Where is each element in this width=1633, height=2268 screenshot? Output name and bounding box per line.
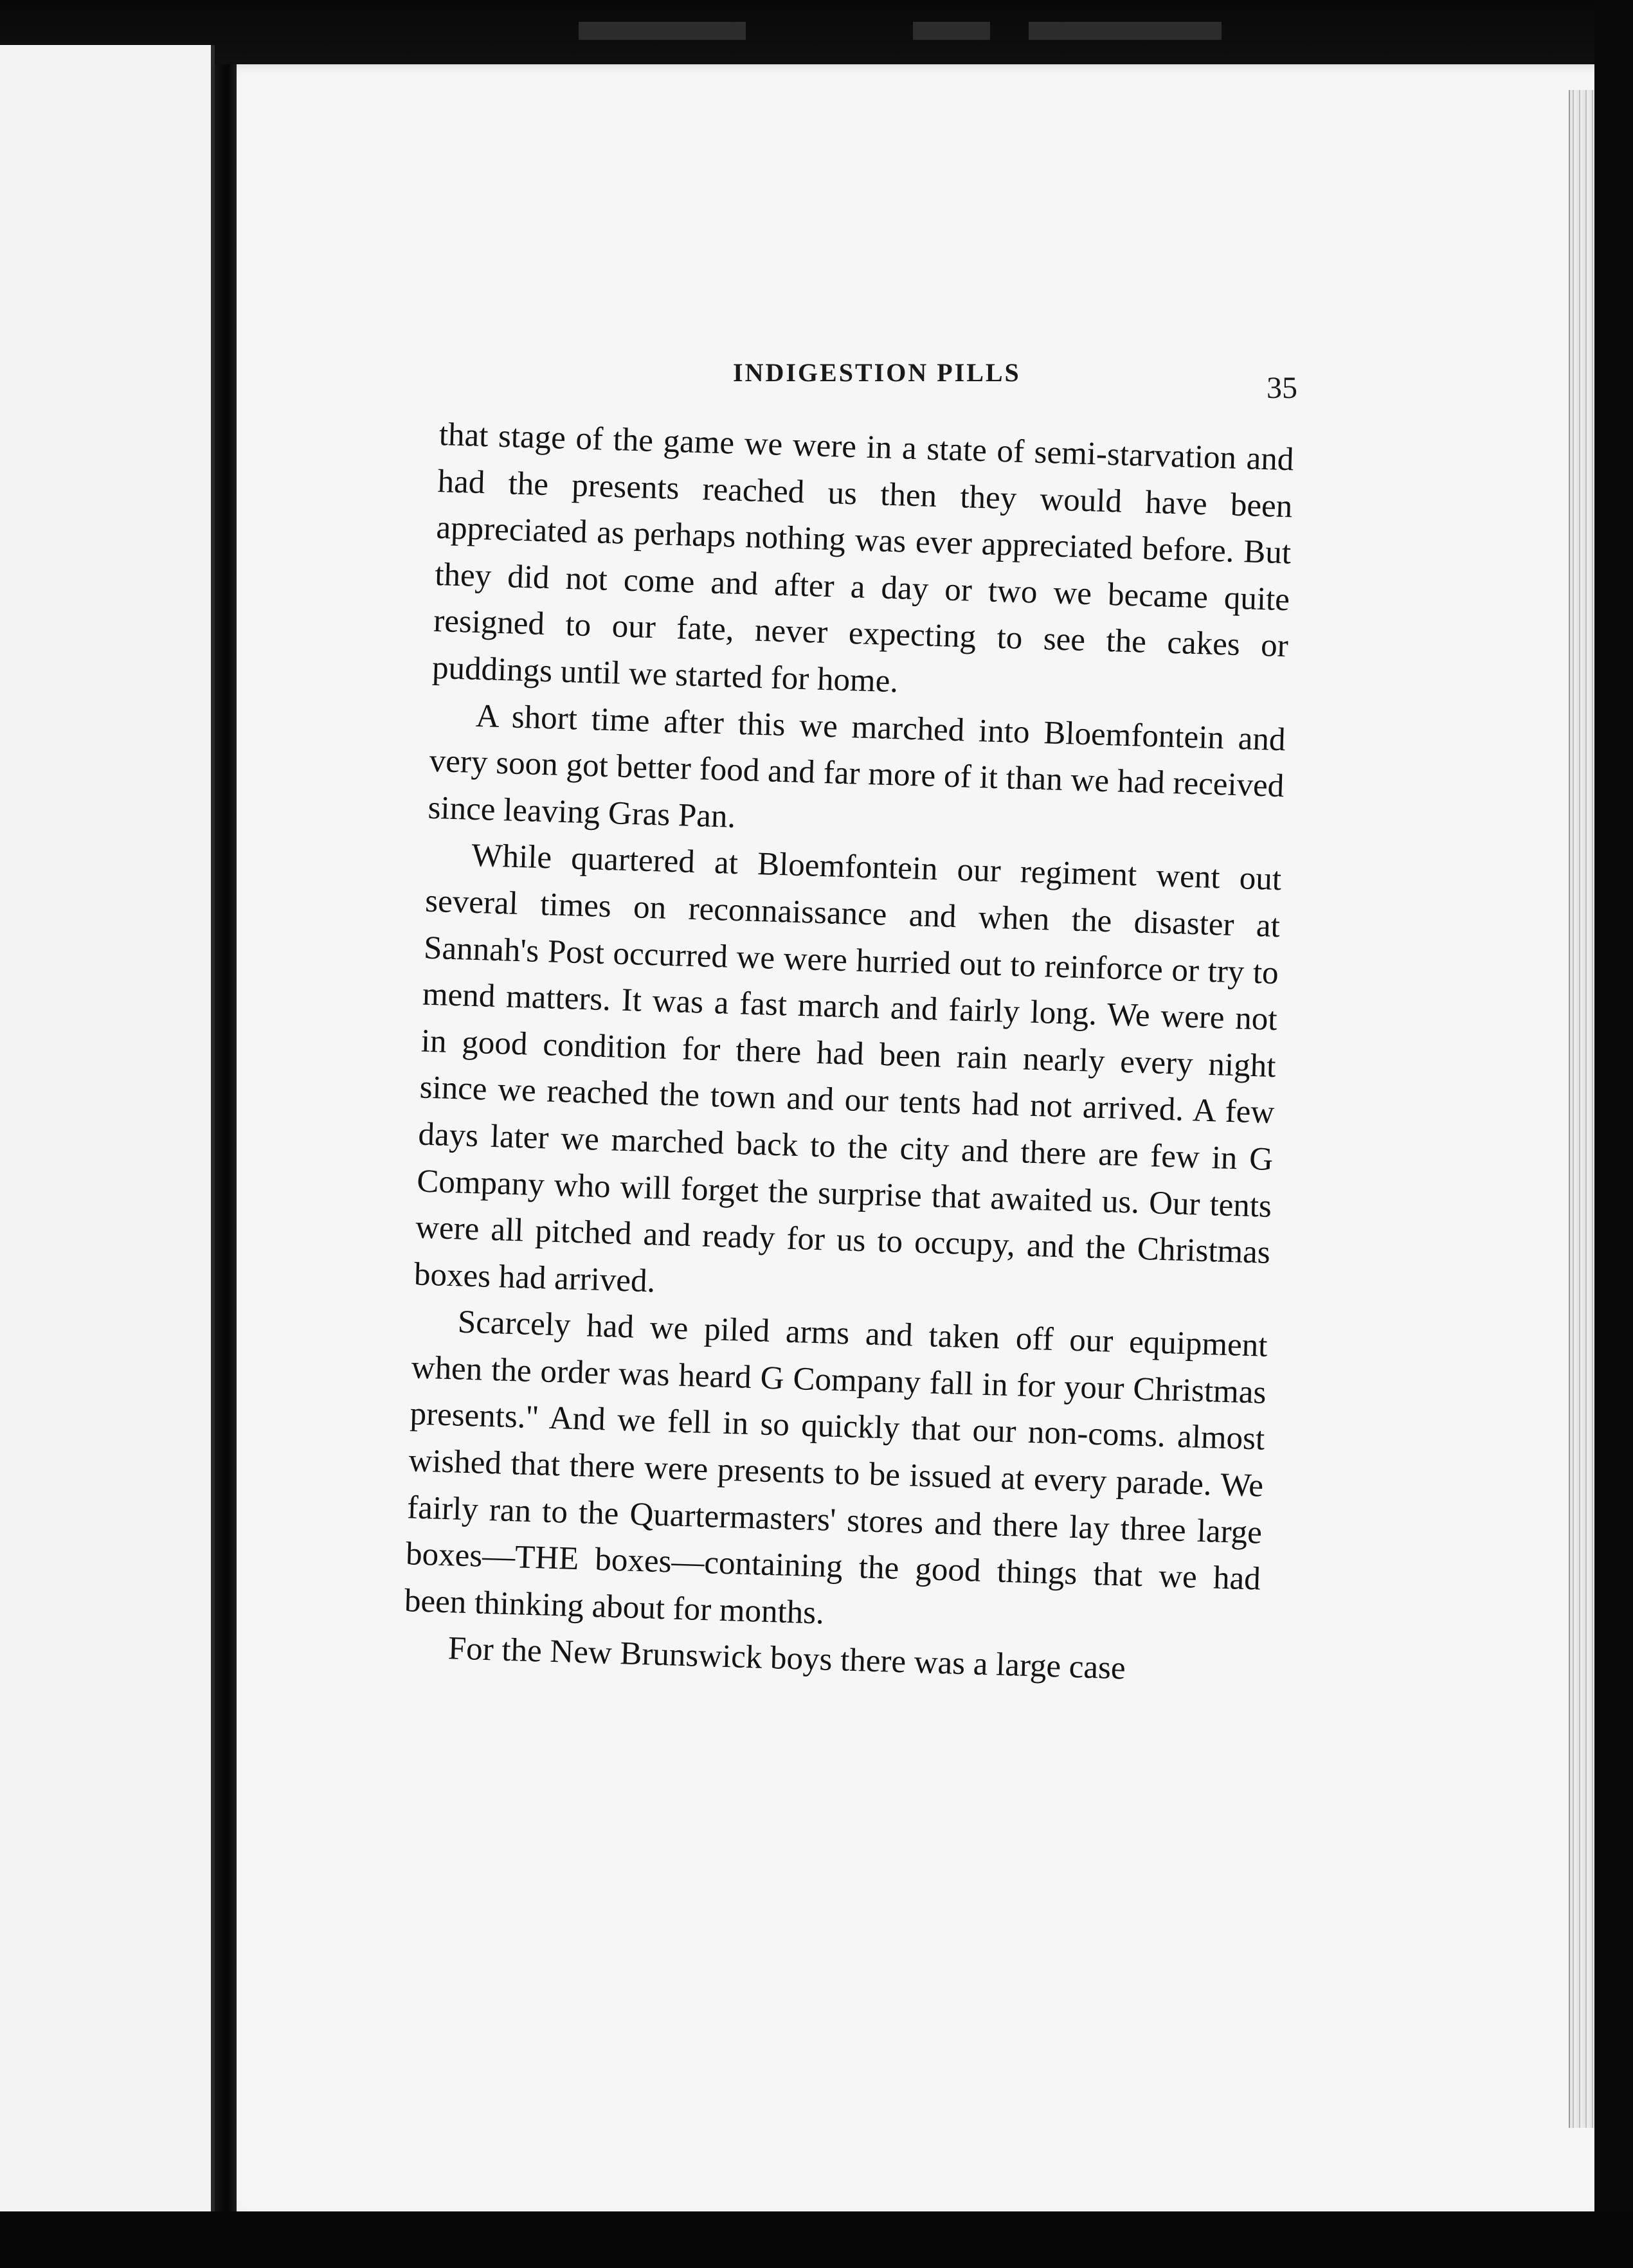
scan-border-right: [1594, 0, 1633, 2268]
scan-noise: [579, 22, 746, 40]
paragraph: that stage of the game we were in a state of semi-starvation and had the presents reached us then they would have been appreciated as perhaps nothing was ever appreciated before. But they did not come and after a day or two we became quite resigned to our fate, never expecting to see the cakes or puddings until we started for home.: [431, 416, 1295, 700]
page-number: 35: [1267, 371, 1297, 405]
facing-page-edge: [0, 45, 215, 2211]
paragraph: A short time after this we marched into Bloemfontein and very soon got better food and far more of it than we had received since leaving Gras Pan.: [427, 698, 1286, 835]
paragraph: Scarcely had we piled arms and taken off our equipment when the order was heard G Company fall in for your Christmas presents." And we fell in so quickly that our non-coms. almost wished that there were presents to be issued at every parade. We fairly ran to the Quartermasters' stores and there lay three large boxes—THE boxes—containing the good things that we had been thinking about for months.: [404, 1304, 1268, 1632]
scan-noise: [1029, 22, 1222, 40]
scan-border-top: [0, 0, 1633, 64]
scan-noise: [913, 22, 990, 40]
paragraph: For the New Brunswick boys there was a large case: [447, 1630, 1126, 1687]
body-text: [402, 411, 1295, 1697]
scan-border-bottom: [0, 2211, 1633, 2268]
book-gutter: [215, 64, 237, 2237]
running-head: INDIGESTION PILLS: [733, 358, 1021, 387]
paragraph: While quartered at Bloemfontein our regiment went out several times on reconnaissance and when the disaster at Sannah's Post occurred we were hurried out to reinforce or try to mend matters. It was a fast march and fairly long. We were not in good condition for there had been rain nearly every night since we reached the town and our tents had not arrived. A few days later we marched back to the city and there are few in G Company who will forget the surprise that awaited us. Our tents were all pitched and ready for us to occupy, and the Christmas boxes had arrived.: [413, 838, 1282, 1300]
